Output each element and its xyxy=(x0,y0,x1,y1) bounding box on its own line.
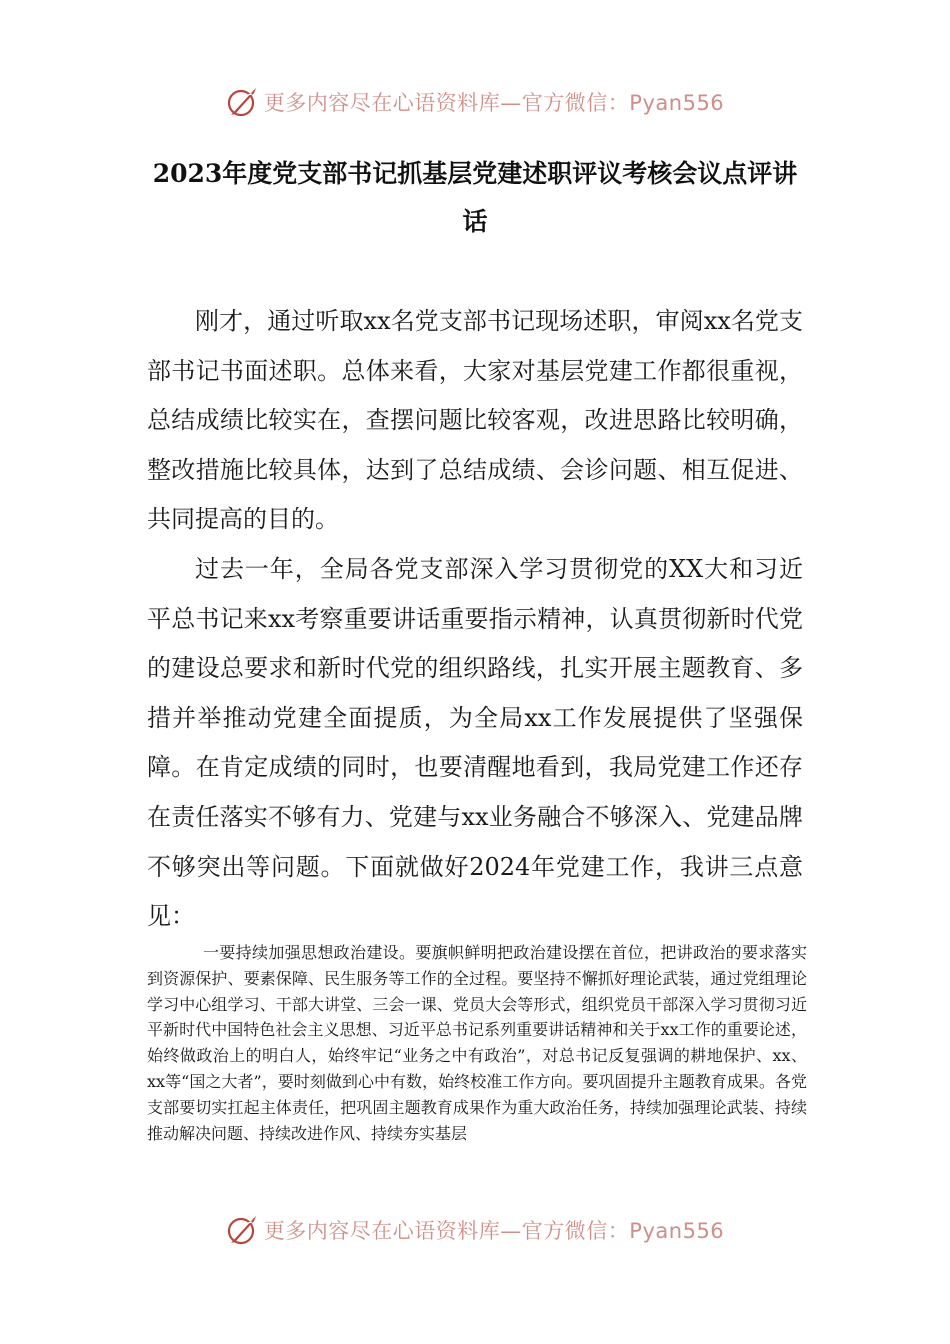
watermark-text: 更多内容尽在心语资料库—官方微信：Pyan556 xyxy=(263,91,725,115)
watermark-banner-top xyxy=(0,82,950,122)
document-body xyxy=(147,297,803,942)
quill-circle-logo-icon xyxy=(226,1213,260,1247)
watermark-banner-bottom xyxy=(0,1210,950,1250)
watermark-text: 更多内容尽在心语资料库—官方微信：Pyan556 xyxy=(263,1219,725,1243)
quill-circle-logo-icon xyxy=(226,85,260,119)
paragraph-1: 刚才，通过听取xx名党支部书记现场述职，审阅xx名党支部书记书面述职。总体来看，大家对基层党建工作都很重视，总结成绩比较实在，查摆问题比较客观，改进思路比较明确，整改措施比较具体，达到了总结成绩、会诊问题、相互促进、共同提高的目的。 xyxy=(147,307,803,534)
document-title: 2023年度党支部书记抓基层党建述职评议考核会议点评讲话 xyxy=(152,159,798,236)
paragraph-3: 一要持续加强思想政治建设。要旗帜鲜明把政治建设摆在首位，把讲政治的要求落实到资源保护、要素保障、民生服务等工作的全过程。要坚持不懈抓好理论武装，通过党组理论学习中心组学习、干部大讲堂、三会一课、党员大会等形式，组织党员干部深入学习贯彻习近平新时代中国特色社会主义思想、习近平总书记系列重要讲话精神和关于xx工作的重要论述，始终做政治上的明白人，始终牢记“业务之中有政治”，对总书记反复强调的耕地保护、xx、xx等“国之大者”，要时刻做到心中有数，始终校准工作方向。要巩固提升主题教育成果。各党支部要切实扛起主体责任，把巩固主题教育成果作为重大政治任务，持续加强理论武装、持续推动解决问题、持续改进作风、持续夯实基层 xyxy=(147,943,807,1143)
document-body-small xyxy=(147,940,807,1146)
paragraph-2: 过去一年，全局各党支部深入学习贯彻党的XX大和习近平总书记来xx考察重要讲话重要指示精神，认真贯彻新时代党的建设总要求和新时代党的组织路线，扎实开展主题教育、多措并举推动党建全面提质，为全局xx工作发展提供了坚强保障。在肯定成绩的同时，也要清醒地看到，我局党建工作还存在责任落实不够有力、党建与xx业务融合不够深入、党建品牌不够突出等问题。下面就做好2024年党建工作，我讲三点意见： xyxy=(147,554,803,931)
